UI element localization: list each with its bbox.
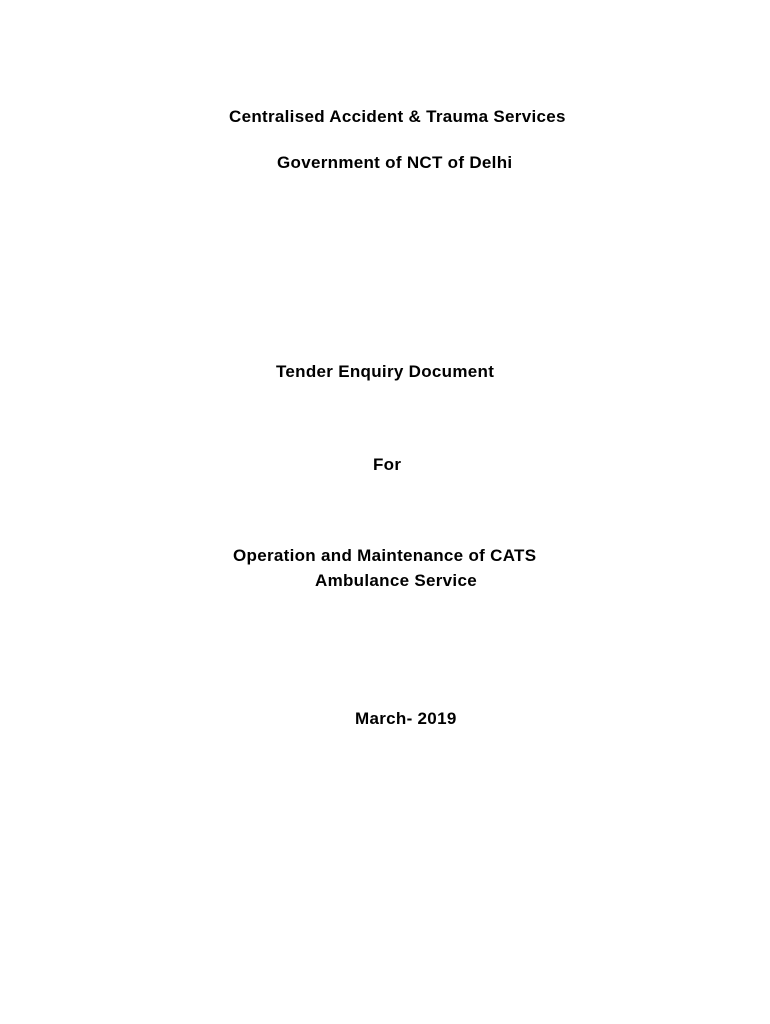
document-date: March- 2019 (355, 709, 457, 728)
for-label: For (373, 455, 402, 474)
government-subtitle: Government of NCT of Delhi (277, 153, 513, 172)
subject-line-2: Ambulance Service (315, 571, 477, 590)
document-type-heading: Tender Enquiry Document (276, 362, 495, 381)
organization-title: Centralised Accident & Trauma Services (229, 107, 566, 126)
subject-line-1: Operation and Maintenance of CATS (233, 546, 537, 565)
